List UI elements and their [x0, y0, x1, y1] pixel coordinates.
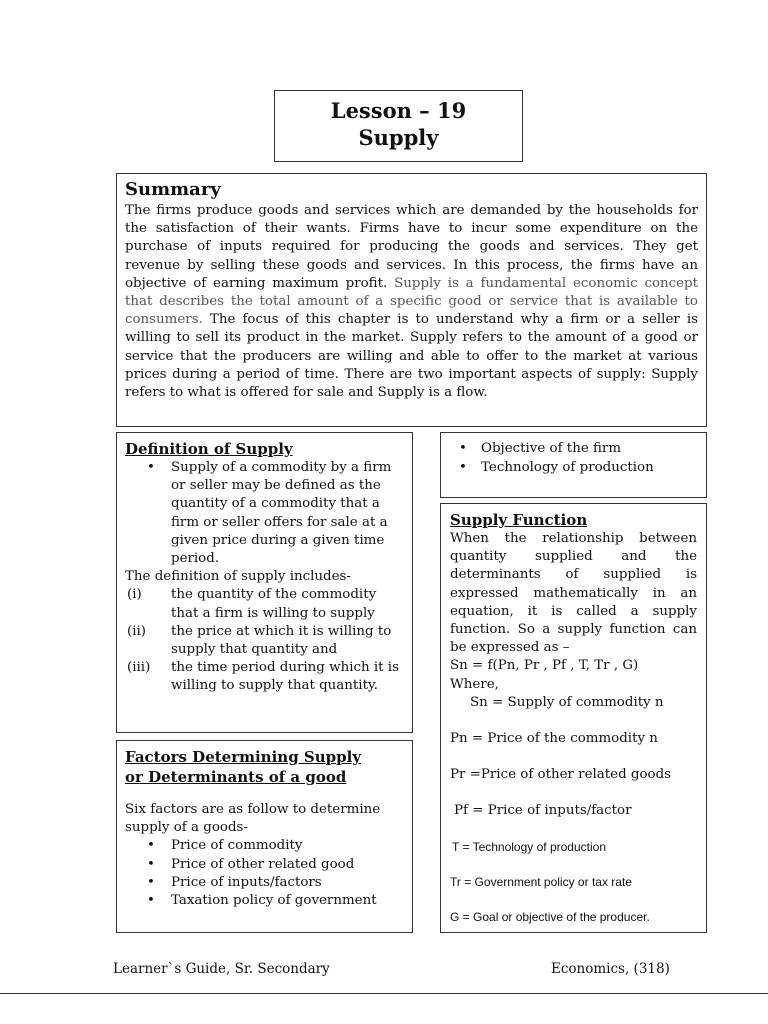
footer-divider — [0, 993, 768, 994]
lesson-title-box — [274, 90, 523, 162]
definition-item — [125, 586, 404, 622]
list-item: • Price of other related good — [125, 856, 404, 874]
factors-heading-line2: or Determinants of a good — [125, 768, 347, 786]
summary-box — [116, 173, 707, 427]
summary-text — [125, 202, 698, 402]
item-number: (ii) — [127, 623, 147, 639]
summary-text-part2: The focus of this chapter is to understand why a firm or a seller is willing to sell its product in the market. Supply refers to the amount of a good or service that the producers are willing and able to offer to the market at various prices during a period of time. There are two important aspects of supply: Supply refers to what is offered for sale and Supply is a flow. — [125, 312, 698, 401]
definition-includes: The definition of supply includes- — [125, 569, 351, 585]
lesson-title: Supply — [358, 125, 439, 150]
definition-item — [125, 659, 404, 695]
definition-box — [116, 432, 413, 733]
supply-function-box — [440, 503, 707, 933]
factors-intro: Six factors are as follow to determine supply of a goods- — [125, 802, 381, 836]
where-label: Where, — [450, 676, 499, 692]
supply-function-intro: When the relationship between quantity supplied and the determinants of supplied is expressed mathematically in an equation, it is called a supply function. So a supply function can be expressed as – — [450, 531, 697, 656]
summary-text-highlight: Supply is a fundamental economic concept that describes the total amount of a specific good or service that is available to consumers. — [125, 275, 699, 328]
lesson-number: Lesson – 19 — [330, 98, 467, 123]
tr-definition: Tr = Government policy or tax rate — [450, 874, 632, 889]
definition-item — [125, 623, 404, 659]
item-text: the quantity of the commodity that a firm is willing to supply — [171, 587, 377, 621]
item-text: the time period during which it is willing to supply that quantity. — [171, 660, 399, 694]
supply-function-heading: Supply Function — [450, 511, 588, 529]
pf-definition: Pf = Price of inputs/factor — [454, 803, 632, 819]
item-number: (iii) — [127, 660, 151, 676]
factors-box — [116, 740, 413, 933]
objective-box — [440, 432, 707, 498]
footer-right: Economics, (318) — [551, 961, 670, 977]
item-text: the price at which it is willing to supply that quantity and — [171, 623, 392, 658]
t-definition: T = Technology of production — [452, 839, 606, 854]
sn-definition: Sn = Supply of commodity n — [470, 694, 664, 710]
item-number: (i) — [127, 587, 142, 603]
footer-left: Learner`s Guide, Sr. Secondary — [113, 961, 330, 977]
supply-function-equation: Sn = f(Pn, Pr , Pf , T, Tr , G) — [450, 658, 639, 674]
pn-definition: Pn = Price of the commodity n — [450, 731, 658, 747]
list-item: • Technology of production — [449, 458, 698, 477]
definition-bullet: • Supply of a commodity by a firm or seller may be defined as the quantity of a commodity that a firm or seller offers for sale at a given price during a given time period. — [125, 459, 404, 568]
definition-heading: Definition of Supply — [125, 440, 293, 458]
list-item: • Taxation policy of government — [125, 892, 404, 910]
list-item: • Price of commodity — [125, 837, 404, 855]
list-item: • Price of inputs/factors — [125, 874, 404, 892]
summary-text-part1: The firms produce goods and services which are demanded by the households for the satisfaction of their wants. Firms have to incur some expenditure on the purchase of inputs required for producing the goods and services. They get revenue by selling these goods and services. In this process, the firms have an objective of earning maximum profit. — [125, 203, 698, 291]
pr-definition: Pr =Price of other related goods — [450, 767, 672, 783]
summary-heading: Summary — [125, 179, 221, 200]
list-item: • Objective of the firm — [449, 439, 698, 458]
factors-heading-line1: Factors Determining Supply — [125, 748, 362, 766]
g-definition: G = Goal or objective of the producer. — [450, 910, 650, 925]
